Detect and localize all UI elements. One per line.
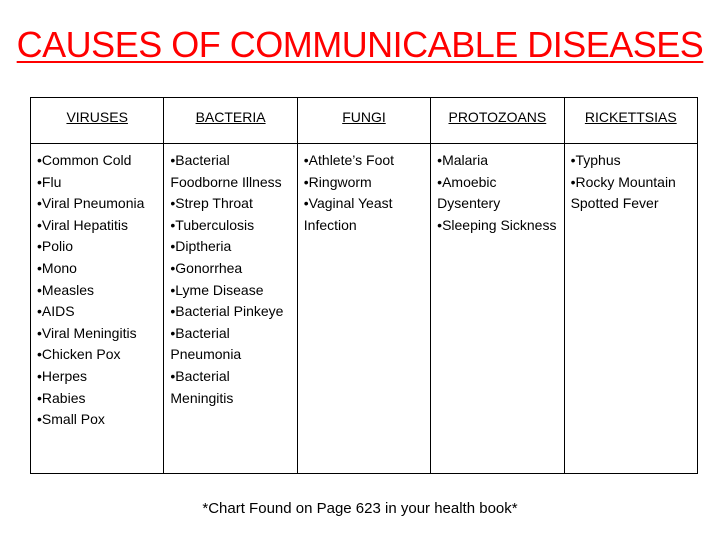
list-item: •Herpes: [37, 367, 88, 384]
list-item: •Mono: [37, 259, 77, 276]
protozoans-list: [437, 150, 557, 236]
header-rickettsias: RICKETTSIAS: [564, 98, 697, 144]
list-item: •Small Pox: [37, 411, 105, 428]
list-item: •Amoebic Dysentery: [437, 173, 501, 212]
cell-rickettsias: [564, 144, 697, 474]
cell-fungi: [297, 144, 430, 474]
list-item: •Rabies: [37, 389, 86, 406]
cell-bacteria: [164, 144, 297, 474]
list-item: •Diptheria: [170, 238, 232, 255]
cell-protozoans: [431, 144, 564, 474]
cell-viruses: [31, 144, 164, 474]
header-bacteria: BACTERIA: [164, 98, 297, 144]
list-item: •Common Cold: [37, 152, 132, 168]
list-item: •Athlete’s Foot: [303, 152, 395, 168]
list-item: •Flu: [37, 173, 62, 190]
list-item: •Gonorrhea: [170, 259, 243, 276]
list-item: •Vaginal Yeast Infection: [303, 195, 393, 233]
header-fungi: FUNGI: [297, 98, 430, 144]
header-viruses: VIRUSES: [31, 98, 164, 144]
list-item: •Malaria: [437, 152, 488, 168]
header-protozoans: PROTOZOANS: [431, 98, 564, 144]
list-item: •Chicken Pox: [37, 346, 121, 363]
list-item: •Tuberculosis: [170, 216, 255, 233]
fungi-list: [304, 150, 424, 236]
causes-table: [30, 97, 698, 474]
bacteria-list: [170, 150, 290, 409]
list-item: •Typhus: [570, 152, 621, 168]
list-item: •Ringworm: [303, 173, 372, 190]
list-item: •AIDS: [37, 303, 75, 320]
list-item: •Strep Throat: [170, 195, 253, 212]
list-item: •Viral Hepatitis: [37, 216, 129, 233]
list-item: •Polio: [37, 238, 74, 255]
viruses-list: [37, 150, 157, 431]
list-item: •Bacterial Pneumonia: [170, 324, 242, 363]
content-row: [31, 144, 698, 474]
list-item: •Bacterial Pinkeye: [170, 303, 284, 320]
header-row: [31, 98, 698, 144]
list-item: •Sleeping Sickness: [437, 216, 557, 233]
list-item: •Measles: [37, 281, 95, 298]
list-item: •Lyme Disease: [170, 281, 264, 298]
list-item: •Bacterial Foodborne Illness: [170, 152, 282, 190]
list-item: •Viral Meningitis: [37, 324, 137, 341]
list-item: •Rocky Mountain Spotted Fever: [570, 173, 676, 212]
list-item: •Bacterial Meningitis: [170, 367, 234, 406]
slide-title: CAUSES OF COMMUNICABLE DISEASES: [16, 24, 704, 65]
footnote: *Chart Found on Page 623 in your health book*: [202, 500, 518, 517]
list-item: •Viral Pneumonia: [37, 195, 145, 212]
rickettsias-list: [571, 150, 691, 215]
